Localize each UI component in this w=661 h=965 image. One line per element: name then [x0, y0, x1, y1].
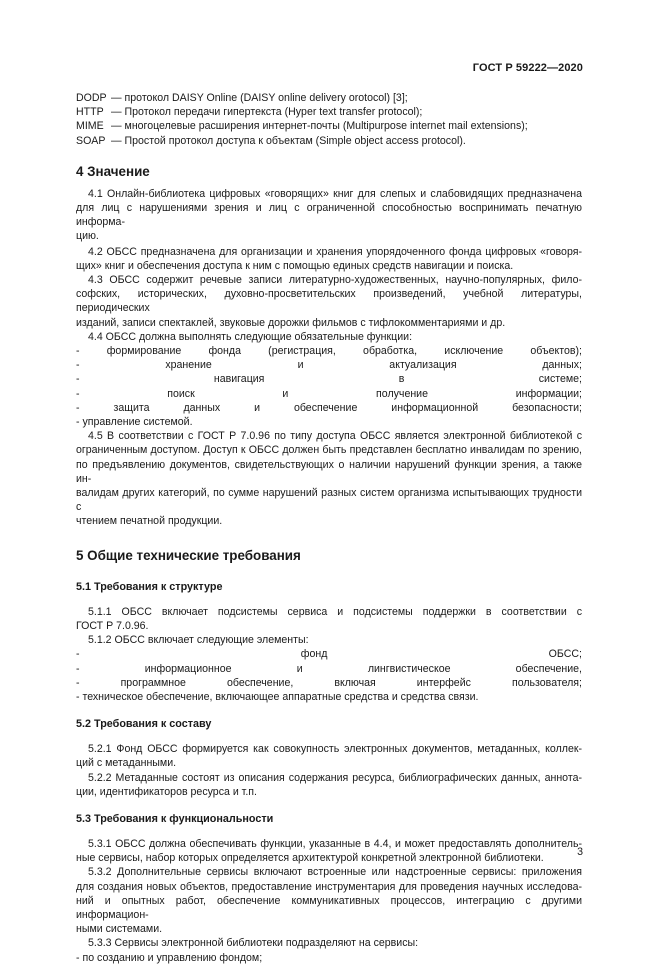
abbreviation-definition: — многоцелевые расширения интернет-почты (Multipurpose internet mail extensions);: [111, 120, 528, 133]
text-line: 5.3.1 ОБСС должна обеспечивать функции, указанные в 4.4, и может предоставлять дополнитель-: [88, 837, 582, 850]
text-line: - поиск и получение информации;: [76, 387, 582, 400]
text-line: ными системами.: [76, 923, 163, 936]
abbreviation-row: [76, 119, 582, 133]
text-line: - по созданию и управлению фондом;: [76, 951, 263, 964]
abbreviation-row: [76, 91, 582, 105]
para-5-3-1: [76, 837, 582, 865]
para-5-3-3-intro: 5.3.3 Сервисы электронной библиотеки подразделяют на сервисы:: [88, 937, 419, 950]
text-line: 5.1.1 ОБСС включает подсистемы сервиса и подсистемы поддержки в соответствии с: [88, 605, 582, 618]
text-line: - формирование фонда (регистрация, обработка, исключение объектов);: [76, 345, 582, 358]
para-4-5: [76, 429, 582, 528]
para-5-2-2: [76, 771, 582, 799]
text-line: ций с метаданными.: [76, 757, 177, 770]
abbreviation-definition: — протокол DAISY Online (DAISY online delivery orotocol) [3];: [111, 92, 408, 104]
section-5-2-title: 5.2 Требования к составу: [76, 718, 212, 731]
text-line: - фонд ОБСС;: [76, 648, 582, 661]
section-4-title: 4 Значение: [76, 163, 150, 179]
list-5-1-2: [76, 647, 582, 704]
list-4-4: [76, 344, 582, 429]
para-4-4-intro: 4.4 ОБСС должна выполнять следующие обязательные функции:: [88, 330, 413, 343]
text-line: ГОСТ Р 7.0.96.: [76, 619, 149, 632]
abbreviation-term: SOAP: [76, 134, 106, 147]
para-4-3: [76, 273, 582, 330]
text-line: - программное обеспечение, включая интерфейс пользователя;: [76, 676, 582, 689]
abbreviation-row: [76, 134, 582, 148]
abbreviation-definition: — Простой протокол доступа к объектам (Simple object access protocol).: [111, 134, 466, 147]
para-5-2-1: [76, 742, 582, 770]
text-line: 5.2.2 Метаданные состоят из описания содержания ресурса, библиографических данных, аннота-: [88, 771, 582, 784]
text-line: ний и опытных работ, обеспечение коммуникативных процессов, интеграцию с другими информацион-: [76, 894, 582, 921]
page-number: 3: [577, 846, 583, 858]
text-line: 4.5 В соответствии с ГОСТ Р 7.0.96 по типу доступа ОБСС является электронной библиотекой с: [88, 430, 582, 443]
abbreviation-list: [76, 91, 582, 148]
abbreviation-term: DODP: [76, 92, 107, 104]
para-5-3-2: [76, 865, 582, 936]
text-line: - техническое обеспечение, включающее аппаратные средства и средства связи.: [76, 690, 479, 703]
text-line: по предъявлению документов, свидетельствующих о наличии нарушений функции зрения, а также ин-: [76, 458, 582, 485]
text-line: 4.1 Онлайн-библиотека цифровых «говорящих» книг для слепых и слабовидящих предназначена: [88, 187, 582, 200]
text-line: для создания новых объектов, предоставление инструментария для проведения научных исследова-: [76, 880, 582, 893]
text-line: ции, идентификаторов ресурса и т.п.: [76, 785, 257, 798]
para-5-1-1: [76, 605, 582, 633]
text-line: софских, исторических, духовно-просветительских произведений, учебной литературы, периодических: [76, 288, 582, 315]
text-line: - управление системой.: [76, 416, 193, 429]
para-4-2: [76, 245, 582, 273]
text-line: 5.3.2 Дополнительные сервисы включают встроенные или надстроенные сервисы: приложения: [88, 866, 582, 879]
para-5-1-2-intro: 5.1.2 ОБСС включает следующие элементы:: [88, 634, 309, 647]
section-5-title: 5 Общие технические требования: [76, 547, 301, 563]
abbreviation-definition: — Протокол передачи гипертекста (Hyper text transfer protocol);: [111, 106, 423, 119]
text-line: - информационное и лингвистическое обеспечение,: [76, 662, 582, 675]
text-line: щих» книг и обеспечения доступа к ним с помощью единых средств навигации и поиска.: [76, 259, 514, 272]
abbreviation-term: HTTP: [76, 106, 104, 119]
text-line: ные сервисы, набор которых определяется архитектурой конкретной электронной библиотеки.: [76, 852, 544, 865]
text-line: 5.2.1 Фонд ОБСС формируется как совокупность электронных документов, метаданных, коллек-: [88, 743, 582, 756]
list-5-3-3: [76, 951, 582, 965]
text-line: ограниченным доступом. Доступ к ОБСС должен быть представлен бесплатно инвалидам по зрению,: [76, 444, 582, 457]
text-line: для лиц с нарушениями зрения и лиц с ограниченной способностью воспринимать печатную информа-: [76, 202, 582, 229]
doc-header-code: ГОСТ Р 59222—2020: [472, 62, 583, 74]
text-line: - защита данных и обеспечение информационной безопасности;: [76, 401, 582, 414]
text-line: валидам других категорий, по сумме нарушений разных систем организма испытывающих трудности с: [76, 487, 582, 514]
abbreviation-term: MIME: [76, 120, 104, 133]
text-line: - хранение и актуализация данных;: [76, 359, 582, 372]
document-body: [76, 91, 582, 965]
text-line: чтением печатной продукции.: [76, 515, 223, 528]
section-5-3-title: 5.3 Требования к функциональности: [76, 812, 274, 825]
text-line: изданий, записи спектаклей, звуковые дорожки фильмов с тифлокомментариями и др.: [76, 316, 506, 329]
para-4-1: [76, 187, 582, 244]
text-line: цию.: [76, 230, 99, 243]
abbreviation-row: [76, 105, 582, 119]
text-line: 4.2 ОБСС предназначена для организации и хранения упорядоченного фонда цифровых «говоря-: [88, 245, 582, 258]
text-line: - навигация в системе;: [76, 373, 582, 386]
section-5-1-title: 5.1 Требования к структуре: [76, 580, 223, 593]
text-line: 4.3 ОБСС содержит речевые записи литературно-художественных, научно-популярных, фило-: [88, 274, 582, 287]
